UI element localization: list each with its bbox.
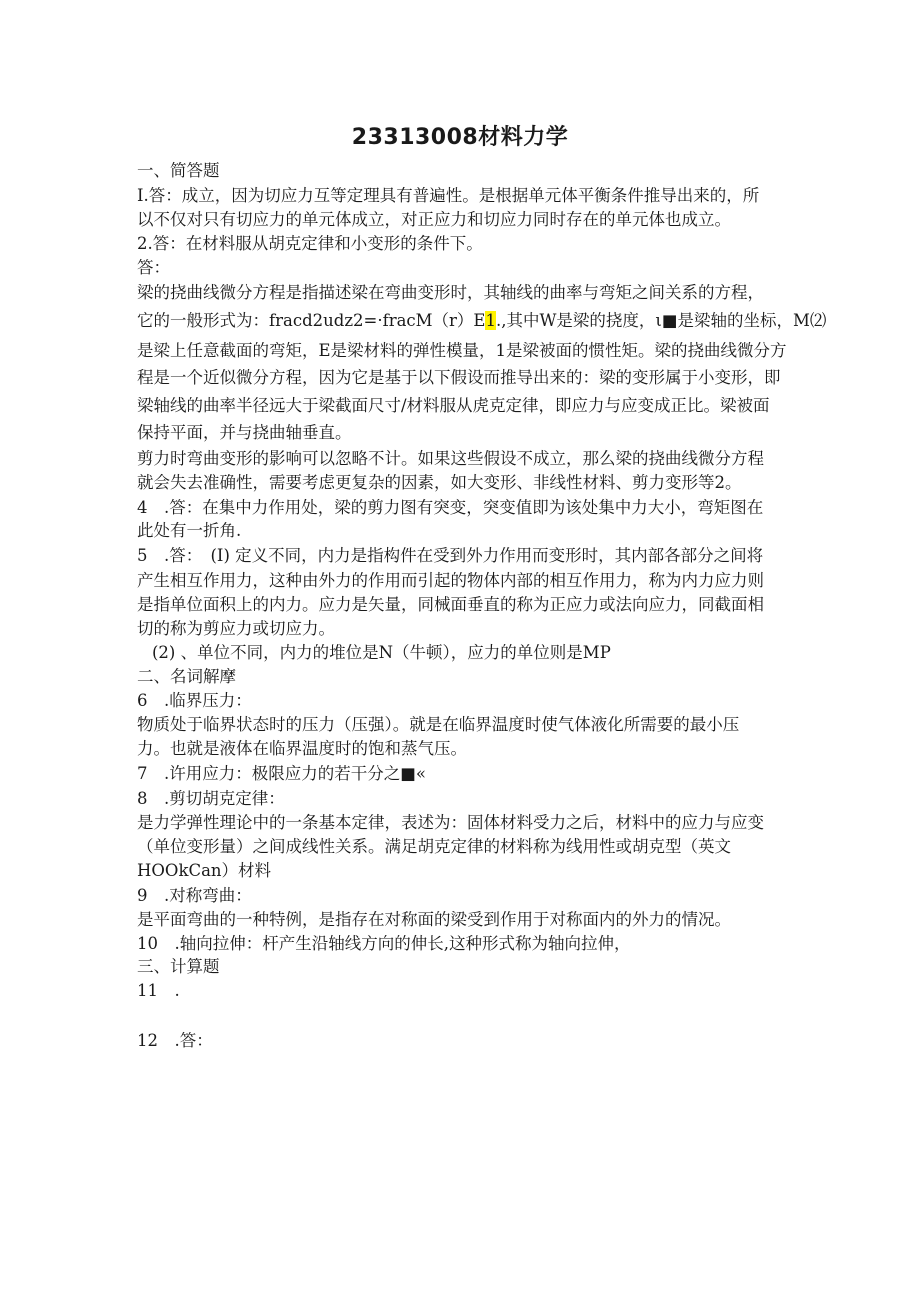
section-heading-terms: 二、名词解摩 bbox=[137, 667, 236, 686]
answer-5-line-3: 是指单位面积上的内力。应力是矢量，同械面垂直的称为正应力或法向应力，同截面相 bbox=[137, 595, 764, 614]
answer-3-line-6: 保持平面，并与挠曲轴垂直。 bbox=[137, 423, 352, 442]
answer-4-line-2: 此处有一折角. bbox=[137, 521, 242, 540]
answer-3-line-8: 就会失去准确性，需要考虑更复杂的因素，如大变形、非线性材料、剪力变形等2。 bbox=[137, 473, 742, 492]
term-8-heading: 8 .剪切胡克定律： bbox=[137, 789, 285, 808]
answer-3-label: 答： bbox=[137, 258, 170, 277]
problem-11: 11 . bbox=[137, 981, 180, 1000]
answer-1-line-1: I.答：成立，因为切应力互等定理具有普遍性。是根据单元体平衡条件推导出来的，所 bbox=[137, 186, 760, 205]
answer-1-line-2: 以不仅对只有切应力的单元体成立，对正应力和切应力同时存在的单元体也成立。 bbox=[137, 210, 731, 229]
section-heading-short-answer: 一、简答题 bbox=[137, 161, 220, 180]
answer-2: 2.答：在材料服从胡克定律和小变形的条件下。 bbox=[137, 234, 483, 253]
term-7: 7 .许用应力：极限应力的若干分之■« bbox=[137, 764, 426, 783]
term-6-line-1: 物质处于临界状态时的压力（压强）。就是在临界温度时使气体液化所需要的最小压 bbox=[137, 715, 740, 734]
answer-5-line-4: 切的称为剪应力或切应力。 bbox=[137, 619, 335, 638]
answer-5-line-1: 5 .答： (I) 定义不同，内力是指构件在受到外力作用而变形时，其内部各部分之间将 bbox=[137, 546, 764, 565]
problem-12: 12 .答： bbox=[137, 1031, 213, 1050]
answer-3-line-1: 梁的挠曲线微分方程是指描述梁在弯曲变形时，其轴线的曲率与弯矩之间关系的方程， bbox=[137, 283, 764, 302]
section-heading-calculation: 三、计算题 bbox=[137, 957, 220, 976]
term-9-heading: 9 .对称弯曲： bbox=[137, 886, 252, 905]
answer-3-line-7: 剪力时弯曲变形的影响可以忽略不计。如果这些假设不成立，那么梁的挠曲线微分方程 bbox=[137, 449, 764, 468]
term-6-line-2: 力。也就是液体在临界温度时的饱和蒸气压。 bbox=[137, 739, 467, 758]
term-10: 10 .轴向拉伸：杆产生沿轴线方向的伸长,这种形式称为轴向拉伸， bbox=[137, 934, 631, 953]
answer-5-line-5: (2) 、单位不同，内力的堆位是N（牛顿），应力的单位则是MP bbox=[152, 643, 611, 662]
formula-text: 它的一般形式为：fracd2udz2=·fracM（r）E bbox=[137, 311, 486, 330]
answer-3-line-3: 是梁上任意截面的弯矩，E是梁材料的弹性模量，1是梁被面的惯性矩。梁的挠曲线微分方 bbox=[137, 341, 787, 360]
highlighted-text: 1 bbox=[485, 311, 496, 330]
term-8-line-2: （单位变形量）之间成线性关系。满足胡克定律的材料称为线用性或胡克型（英文 bbox=[137, 837, 731, 856]
term-9-line-1: 是平面弯曲的一种特例，是指存在对称面的梁受到作用于对称面内的外力的情况。 bbox=[137, 910, 731, 929]
term-8-line-3: HOOkCan）材料 bbox=[137, 861, 272, 880]
answer-3-line-5: 梁轴线的曲率半径远大于梁截面尺寸/材料服从虎克定律，即应力与应变成正比。梁被面 bbox=[137, 396, 770, 415]
term-8-line-1: 是力学弹性理论中的一条基本定律，表述为：固体材料受力之后，材料中的应力与应变 bbox=[137, 813, 764, 832]
page-title: 23313008材料力学 bbox=[351, 125, 569, 150]
term-6-heading: 6 .临界压力： bbox=[137, 691, 252, 710]
answer-5-line-2: 产生相互作用力，这种由外力的作用而引起的物体内部的相互作用力，称为内力应力则 bbox=[137, 571, 764, 590]
answer-4-line-1: 4 .答：在集中力作用处，梁的剪力图有突变，突变值即为该处集中力大小，弯矩图在 bbox=[137, 498, 764, 517]
formula-tail-text: .,其中W是梁的挠度，ι■是梁轴的坐标，M⑵ bbox=[495, 311, 827, 330]
answer-3-line-4: 程是一个近似微分方程，因为它是基于以下假设而推导出来的：梁的变形属于小变形，即 bbox=[137, 368, 781, 387]
answer-3-line-2 bbox=[137, 310, 826, 332]
